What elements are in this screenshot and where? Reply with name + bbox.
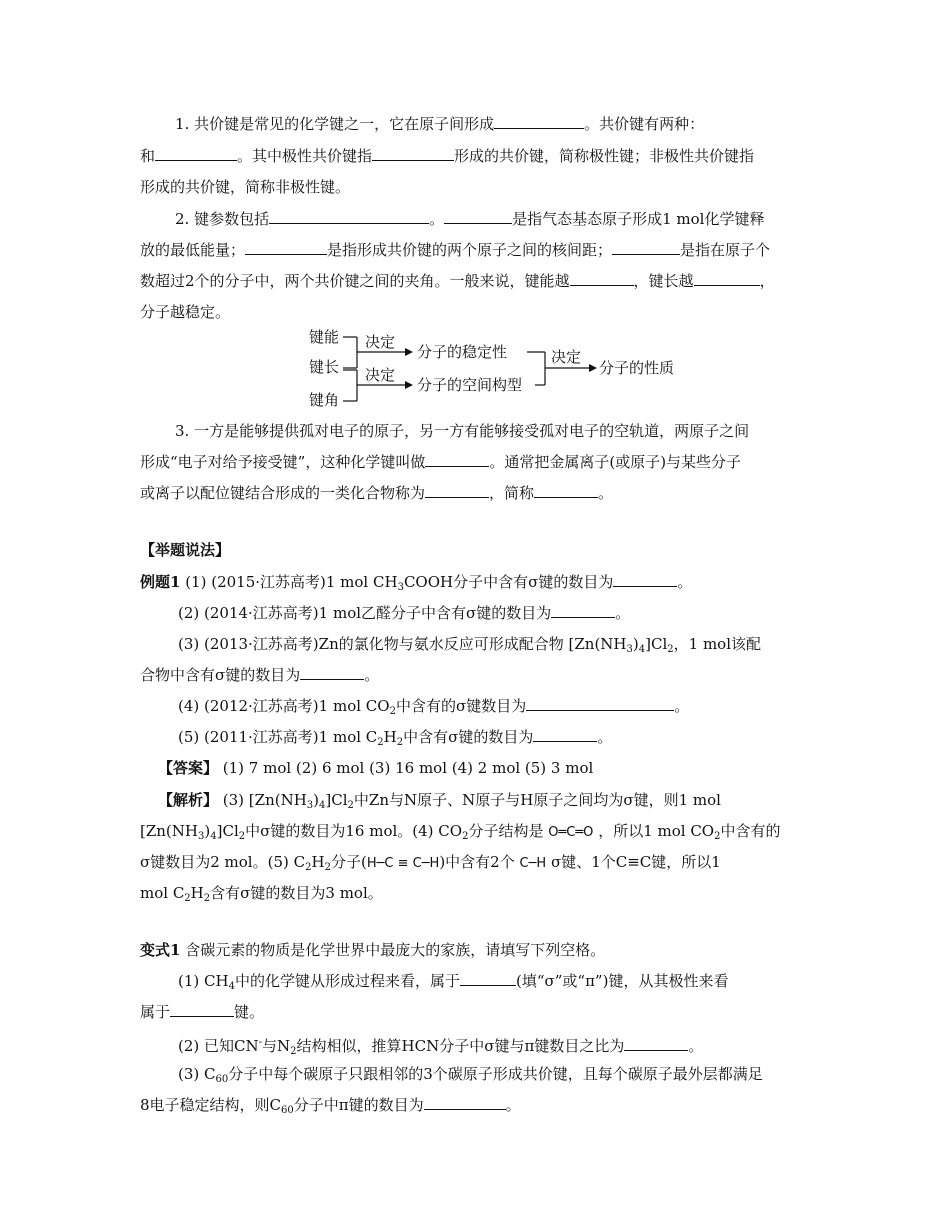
text: COOH分子中含有σ键的数目为 (403, 573, 614, 591)
text: ]Cl (645, 635, 668, 653)
analysis-label: 【解析】 (158, 791, 219, 809)
variant1-q3 (178, 1064, 763, 1090)
text: 或离子以配位键结合形成的一类化合物称为 (140, 484, 426, 502)
text: 。其中极性共价键指 (237, 147, 373, 165)
text: (3) C (178, 1065, 216, 1083)
subscript: 2 (667, 644, 674, 655)
text: 中Zn与N原子、N原子与H原子之间均为σ键，则1 mol (353, 791, 721, 809)
text: 中σ键的数目为16 mol。(4) CO (245, 822, 463, 840)
text: ，简称 (489, 484, 535, 502)
text: σ键、1个C≡C键，所以1 (546, 853, 721, 871)
variant1-q3-cont (140, 1095, 521, 1121)
example1-q5 (178, 727, 612, 753)
subscript: 2 (324, 862, 331, 873)
text: (2) (2014·江苏高考)1 mol乙醛分子中含有σ键的数目为 (178, 604, 552, 622)
answer-blank[interactable] (425, 483, 489, 498)
text: 。 (598, 484, 614, 502)
example1-q4 (178, 696, 689, 722)
text: 分子( (330, 853, 367, 871)
text: 。 (597, 728, 613, 746)
text: 。共价键有两种： (584, 115, 705, 133)
text: 。 (615, 604, 631, 622)
p2-line3 (140, 271, 775, 291)
text: ]Cl (216, 822, 239, 840)
subscript: 4 (210, 831, 217, 842)
text: 中含有的σ键数目为 (395, 697, 527, 715)
example1-q3 (178, 634, 761, 660)
co2-structure-formula: O═C═O (548, 825, 594, 840)
answer-blank[interactable] (526, 696, 674, 711)
text: 。通常把金属离子(或原子)与某些分子 (489, 453, 742, 471)
text: ，所以1 mol CO (593, 822, 715, 840)
example1-q2 (178, 603, 630, 623)
subscript: 2 (347, 800, 354, 811)
text: 中含有的 (720, 822, 781, 840)
answer-blank[interactable] (613, 572, 677, 587)
text: ) (204, 822, 211, 840)
molecule-stability-label: 分子的稳定性 (417, 343, 508, 361)
subscript: 3 (626, 644, 633, 655)
molecule-spatial-label: 分子的空间构型 (417, 376, 523, 394)
subscript: 4 (319, 800, 326, 811)
subscript: 2 (203, 893, 211, 904)
p3-line2 (140, 452, 741, 472)
answer-blank[interactable] (269, 209, 429, 224)
p2-line4 (140, 302, 230, 322)
text: 8电子稳定结构，则C (140, 1096, 282, 1114)
subscript: 60 (215, 1074, 229, 1085)
answer-text: (1) 7 mol (2) 6 mol (3) 16 mol (4) 2 mol (5) 3 mol (218, 759, 594, 777)
ch-bond-formula: C─H (519, 856, 547, 871)
text: 数超过2个的分子中，两个共价键之间的夹角。一般来说，键能越 (140, 272, 570, 290)
bond-energy-label: 键能 (309, 328, 340, 346)
bond-length-label: 键长 (309, 358, 340, 376)
subscript: 2 (462, 831, 469, 842)
variant1-intro (140, 940, 605, 960)
text: 分子中每个碳原子只跟相邻的3个碳原子形成共价键，且每个碳原子最外层都满足 (228, 1065, 763, 1083)
subscript: 60 (281, 1105, 294, 1116)
text: mol C (140, 884, 185, 902)
answer-blank[interactable] (155, 146, 237, 161)
subscript: 3 (198, 831, 205, 842)
text: 中含有σ键的数目为 (403, 728, 534, 746)
text: H (311, 853, 325, 871)
text: 。 (677, 573, 693, 591)
text: 属于 (140, 1003, 171, 1021)
subscript: 2 (238, 831, 246, 842)
text: 是指形成共价键的两个原子之间的核间距； (327, 241, 613, 259)
variant1-q1-cont (140, 1002, 264, 1022)
text: (4) (2012·江苏高考)1 mol CO (178, 697, 390, 715)
text: )中含有2个 (439, 853, 520, 871)
answer-blank[interactable] (534, 483, 598, 498)
text: H (190, 884, 204, 902)
text: 。 (688, 1037, 704, 1055)
c2h2-structure-formula: H─C ≡ C─H (366, 856, 440, 871)
answer-label: 【答案】 (158, 759, 219, 777)
text: ) (313, 791, 320, 809)
text: 3. 一方是能够提供孤对电子的原子，另一方有能够接受孤对电子的空轨道，两原子之间 (175, 422, 750, 440)
section-title: 【举题说法】 (140, 541, 231, 559)
text: ，键长越 (633, 272, 694, 290)
p2-line2 (140, 240, 770, 260)
text: 。 (364, 666, 380, 684)
subscript: 3 (397, 582, 404, 593)
analysis-line3 (140, 852, 721, 878)
example1-q3-cont (140, 665, 379, 685)
determine-label-2: 决定 (365, 366, 396, 384)
answer-blank[interactable] (570, 271, 634, 286)
variant1-q2 (178, 1033, 703, 1062)
answer-blank[interactable] (170, 1002, 234, 1017)
text: H (383, 728, 397, 746)
text: 形成“电子对给予接受键”，这种化学键叫做 (140, 453, 426, 471)
text: (3) [Zn(NH (218, 791, 307, 809)
answer-blank[interactable] (424, 1095, 506, 1110)
text: 分子越稳定。 (140, 303, 231, 321)
p1-line1 (175, 114, 704, 134)
bond-angle-label: 键角 (309, 391, 340, 409)
text: ]Cl (325, 791, 348, 809)
p2-line1 (175, 209, 764, 229)
text: 含有σ键的数目为3 mol。 (210, 884, 383, 902)
answer-blank[interactable] (372, 146, 454, 161)
determine-label-1: 决定 (365, 333, 396, 351)
subscript: 2 (389, 706, 396, 717)
subscript: 2 (714, 831, 721, 842)
subscript: 2 (305, 862, 312, 873)
p3-line3 (140, 483, 613, 503)
answer-line (158, 758, 593, 778)
text: σ键数目为2 mol。(5) C (140, 853, 306, 871)
text: [Zn(NH (140, 822, 198, 840)
text: 2. 键参数包括 (175, 210, 270, 228)
text: 形成的共价键，简称极性键；非极性共价键指 (454, 147, 755, 165)
subscript: 4 (228, 981, 235, 992)
text: (1) CH (178, 972, 229, 990)
text: 是指气态基态原子形成1 mol化学键释 (512, 210, 765, 228)
answer-blank[interactable] (460, 971, 516, 986)
arrow-head (405, 381, 413, 389)
text: 是指在原子个 (680, 241, 771, 259)
text: 。 (505, 1096, 521, 1114)
text: 合物中含有σ键的数目为 (140, 666, 301, 684)
text: 分子结构是 (468, 822, 549, 840)
text: ) (632, 635, 639, 653)
answer-blank[interactable] (245, 240, 327, 255)
variant-label: 变式1 (140, 941, 181, 959)
text: 。 (429, 210, 445, 228)
example-label: 例题1 (140, 573, 181, 591)
analysis-line4 (140, 883, 383, 909)
text: 分子中π键的数目为 (293, 1096, 424, 1114)
superscript: - (258, 1037, 263, 1048)
p1-line3 (140, 177, 350, 197)
text: ，1 mol该配 (673, 635, 762, 653)
text: (3) (2013·江苏高考)Zn的氯化物与氨水反应可形成配合物 [Zn(NH (178, 635, 627, 653)
text: 和 (140, 147, 156, 165)
answer-blank[interactable] (551, 603, 615, 618)
text: (2) 已知CN (178, 1037, 259, 1055)
arrow-head (589, 364, 597, 372)
text: 形成的共价键，简称非极性键。 (140, 178, 351, 196)
answer-blank[interactable] (612, 240, 680, 255)
answer-blank[interactable] (694, 271, 760, 286)
analysis-line2 (140, 821, 781, 847)
text: 中的化学键从形成过程来看，属于 (234, 972, 460, 990)
subscript: 2 (396, 737, 404, 748)
subscript: 2 (290, 1046, 297, 1057)
subscript: 2 (377, 737, 384, 748)
arrow-head (405, 348, 413, 356)
text: (5) (2011·江苏高考)1 mol C (178, 728, 378, 746)
text: 键。 (234, 1003, 265, 1021)
variant1-q1 (178, 971, 728, 997)
subscript: 2 (184, 893, 191, 904)
text: 结构相似，推算HCN分子中σ键与π键数目之比为 (296, 1037, 625, 1055)
text: (填“σ”或“π”)键，从其极性来看 (515, 972, 729, 990)
text: 1. 共价键是常见的化学键之一，它在原子间形成 (175, 115, 495, 133)
text: 含碳元素的物质是化学世界中最庞大的家族，请填写下列空格。 (180, 941, 606, 959)
answer-blank[interactable] (624, 1036, 688, 1051)
molecule-properties-label: 分子的性质 (599, 359, 675, 377)
answer-blank[interactable] (494, 114, 584, 129)
subscript: 4 (638, 644, 646, 655)
text: (1) (2015·江苏高考)1 mol CH (180, 573, 398, 591)
analysis-line1 (158, 790, 721, 816)
determine-label-3: 决定 (551, 348, 582, 366)
text: 与N (262, 1037, 291, 1055)
answer-blank[interactable] (425, 452, 489, 467)
answer-blank[interactable] (533, 727, 597, 742)
text: 。 (674, 697, 690, 715)
text: 放的最低能量； (140, 241, 246, 259)
answer-blank[interactable] (300, 665, 364, 680)
subscript: 3 (306, 800, 314, 811)
example1-q1 (140, 572, 692, 598)
p1-line2 (140, 146, 754, 166)
p3-line1 (175, 421, 749, 441)
bond-parameter-diagram (305, 325, 695, 410)
answer-blank[interactable] (444, 209, 512, 224)
text: ， (759, 272, 775, 290)
